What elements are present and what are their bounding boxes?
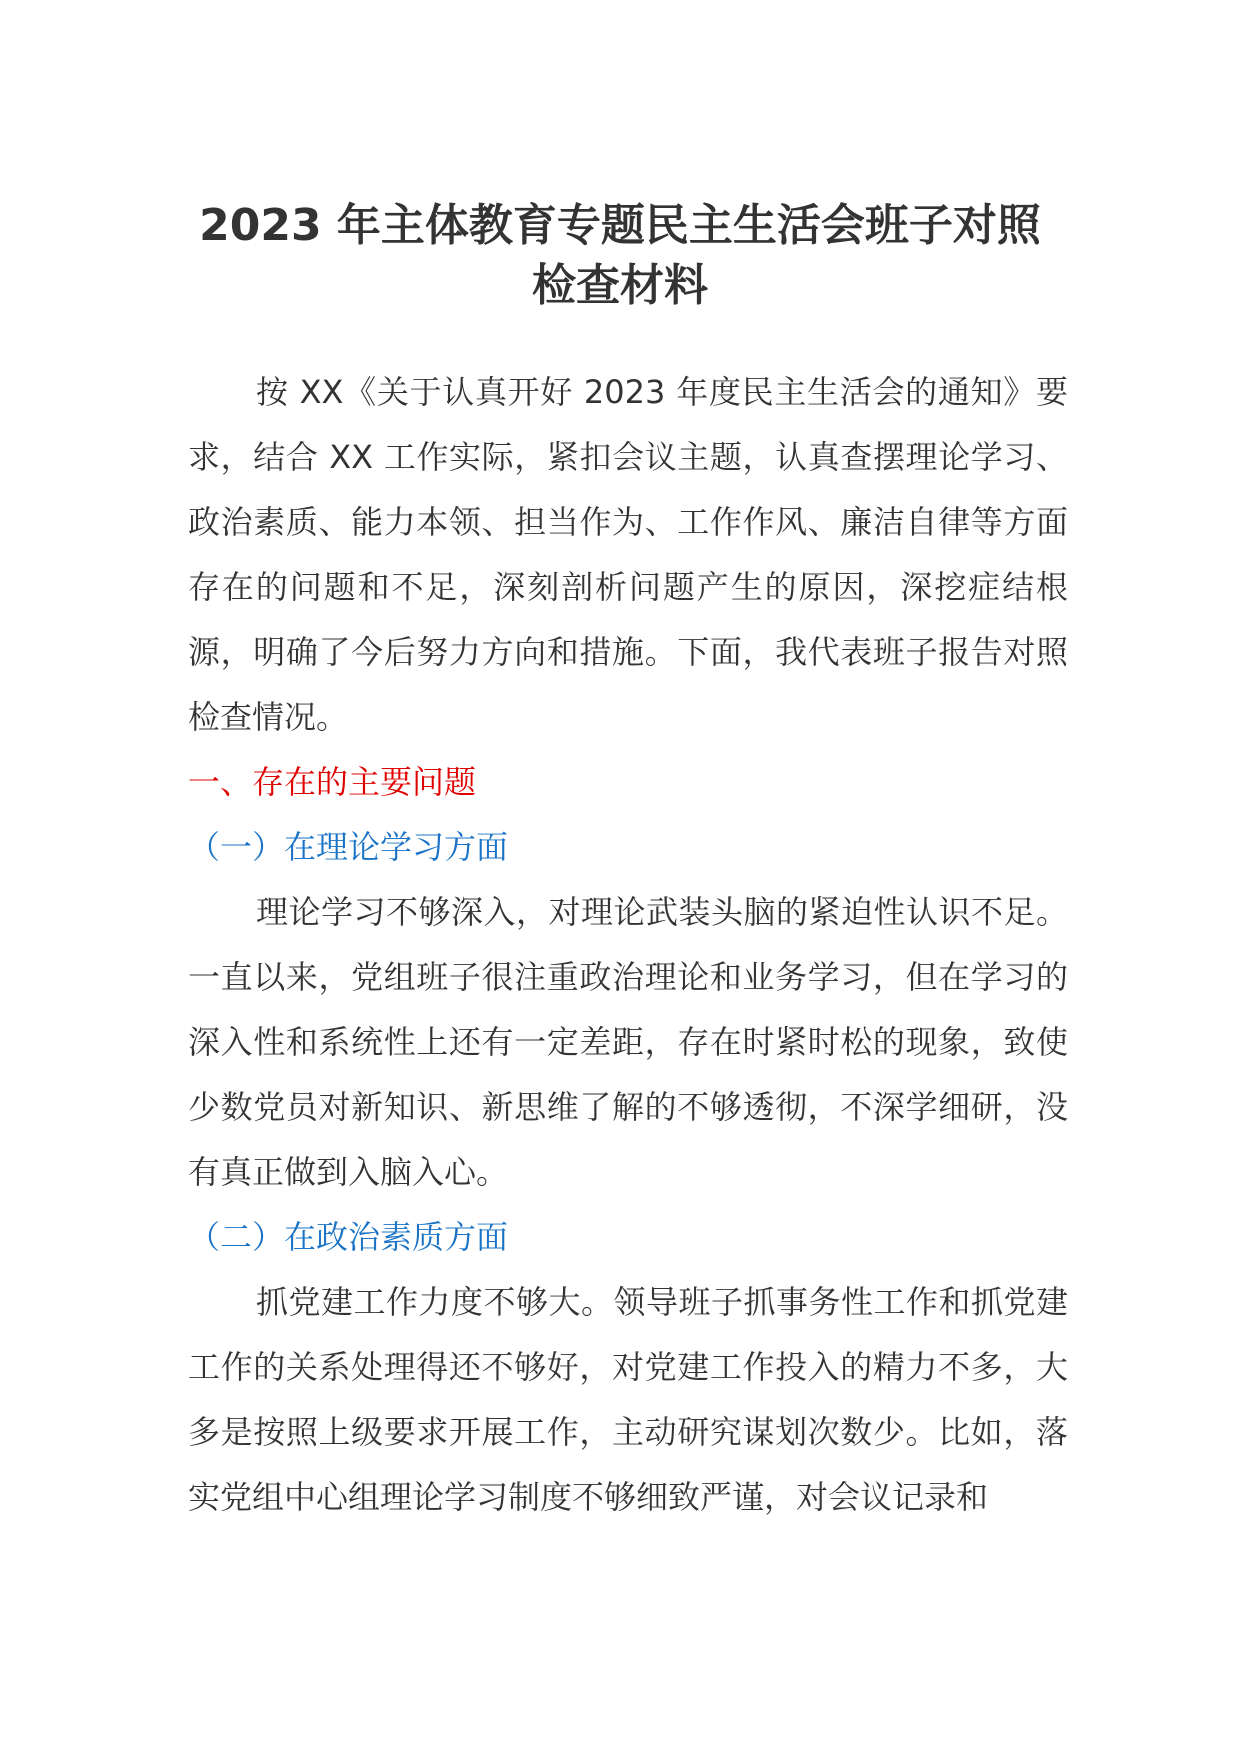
title-line-2: 检查材料 bbox=[532, 260, 708, 311]
subsection-heading-theory-study: （一）在理论学习方面 bbox=[188, 828, 509, 866]
section-heading-main-problems: 一、存在的主要问题 bbox=[188, 763, 477, 801]
document-title bbox=[180, 196, 1060, 316]
document-body bbox=[188, 360, 1068, 1530]
subsection-heading-political-quality: （二）在政治素质方面 bbox=[188, 1218, 509, 1256]
political-quality-paragraph: 抓党建工作力度不够大。领导班子抓事务性工作和抓党建工作的关系处理得还不够好，对党建工作投入的精力不多，大多是按照上级要求开展工作，主动研究谋划次数少。比如，落实党组中心组理论学习制度不够细致严谨，对会议记录和 bbox=[188, 1283, 1068, 1516]
intro-paragraph: 按 XX《关于认真开好 2023 年度民主生活会的通知》要求，结合 XX 工作实际，紧扣会议主题，认真查摆理论学习、政治素质、能力本领、担当作为、工作作风、廉洁自律等方面存在的问题和不足，深刻剖析问题产生的原因，深挖症结根源，明确了今后努力方向和措施。下面，我代表班子报告对照检查情况。 bbox=[188, 373, 1068, 736]
theory-study-paragraph: 理论学习不够深入，对理论武装头脑的紧迫性认识不足。一直以来，党组班子很注重政治理论和业务学习，但在学习的深入性和系统性上还有一定差距，存在时紧时松的现象，致使少数党员对新知识、新思维了解的不够透彻，不深学细研，没有真正做到入脑入心。 bbox=[188, 893, 1068, 1191]
title-line-1: 2023 年主体教育专题民主生活会班子对照 bbox=[199, 200, 1041, 251]
